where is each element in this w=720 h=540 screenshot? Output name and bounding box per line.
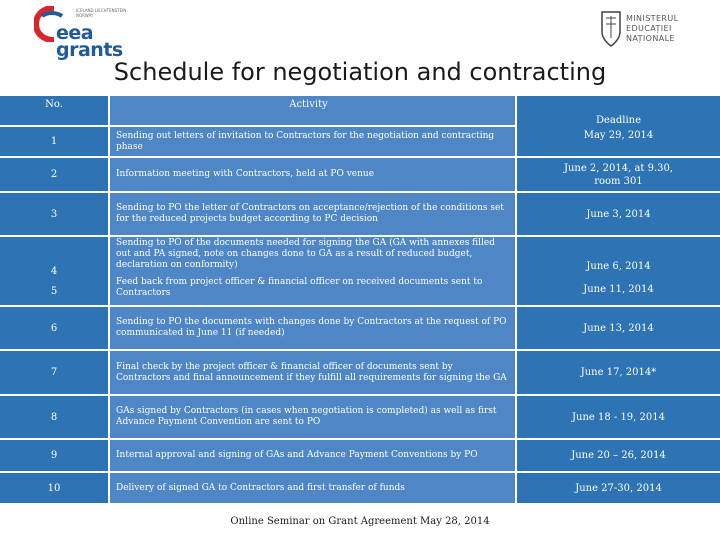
row-5-deadline: June 11, 2014 <box>517 273 720 305</box>
row-4-no: 4 <box>0 237 108 305</box>
logo-brand <box>56 22 123 61</box>
row-10-activity: Delivery of signed GA to Contractors and first transfer of funds <box>110 473 515 503</box>
header-activity: Activity <box>110 96 515 125</box>
row-7-deadline: June 17, 2014* <box>517 351 720 394</box>
ministry-line1: MINISTERUL <box>626 14 679 23</box>
row-3-no: 3 <box>0 193 108 235</box>
header-deadline: Deadline <box>595 115 642 126</box>
row-5-activity: Feed back from project officer & financial officer on received documents sent to Contractors <box>110 277 515 305</box>
ministry-logo <box>600 8 692 56</box>
footer-caption: Online Seminar on Grant Agreement May 28, 2014 <box>230 516 490 527</box>
ministry-name <box>626 14 679 44</box>
row-2-activity: Information meeting with Contractors, held at PO venue <box>110 158 515 191</box>
row-1-no: 1 <box>0 127 108 156</box>
logo-brand-line2: grants <box>56 39 123 61</box>
logo-tagline: ICELAND LIECHTENSTEIN NORWAY <box>76 8 127 18</box>
row-6-no: 6 <box>0 307 108 349</box>
schedule-table <box>0 96 720 503</box>
ministry-line2: EDUCAȚIEI <box>626 24 672 33</box>
ministry-line3: NAȚIONALE <box>626 34 675 43</box>
row-2-no: 2 <box>0 158 108 191</box>
row-6-activity: Sending to PO the documents with changes done by Contractors at the request of PO communicated in June 11 (if needed) <box>110 307 515 349</box>
row-3-activity: Sending to PO the letter of Contractors on acceptance/rejection of the conditions set for the reduced projects budget according to PC decision <box>110 193 515 235</box>
row-8-deadline: June 18 - 19, 2014 <box>517 396 720 438</box>
row-2-deadline: June 2, 2014, at 9.30, room 301 <box>517 158 720 191</box>
eea-grants-logo <box>34 6 134 62</box>
row-9-no: 9 <box>0 440 108 471</box>
row-4-deadline: June 6, 2014 <box>517 237 720 273</box>
row-9-activity: Internal approval and signing of GAs and Advance Payment Conventions by PO <box>110 440 515 471</box>
row-10-deadline: June 27-30, 2014 <box>517 473 720 503</box>
coat-of-arms-icon <box>600 8 622 48</box>
row-10-no: 10 <box>0 473 108 503</box>
row-8-activity: GAs signed by Contractors (in cases when negotiation is completed) as well as first Advance Payment Convention are sent to PO <box>110 396 515 438</box>
logo-brand-line1: eea <box>56 22 94 44</box>
page-title: Schedule for negotiation and contracting <box>113 58 607 86</box>
row-9-deadline: June 20 – 26, 2014 <box>517 440 720 471</box>
header-no: No. <box>0 96 108 125</box>
row-1-activity: Sending out letters of invitation to Contractors for the negotiation and contracting phase <box>110 127 515 156</box>
row-6-deadline: June 13, 2014 <box>517 307 720 349</box>
row-7-activity: Final check by the project officer & financial officer of documents sent by Contractors and final announcement if they fulfill all requirements for signing the GA <box>110 351 515 394</box>
row-8-no: 8 <box>0 396 108 438</box>
row-3-deadline: June 3, 2014 <box>517 193 720 235</box>
row-4-activity: Sending to PO of the documents needed for signing the GA (GA with annexes filled out and PA signed, note on changes done to GA as a result of reduced budget, declaration on conformity) <box>110 237 515 277</box>
row-7-no: 7 <box>0 351 108 394</box>
row-5-no: 5 <box>50 286 58 297</box>
row-1-deadline: May 29, 2014 <box>583 130 654 141</box>
